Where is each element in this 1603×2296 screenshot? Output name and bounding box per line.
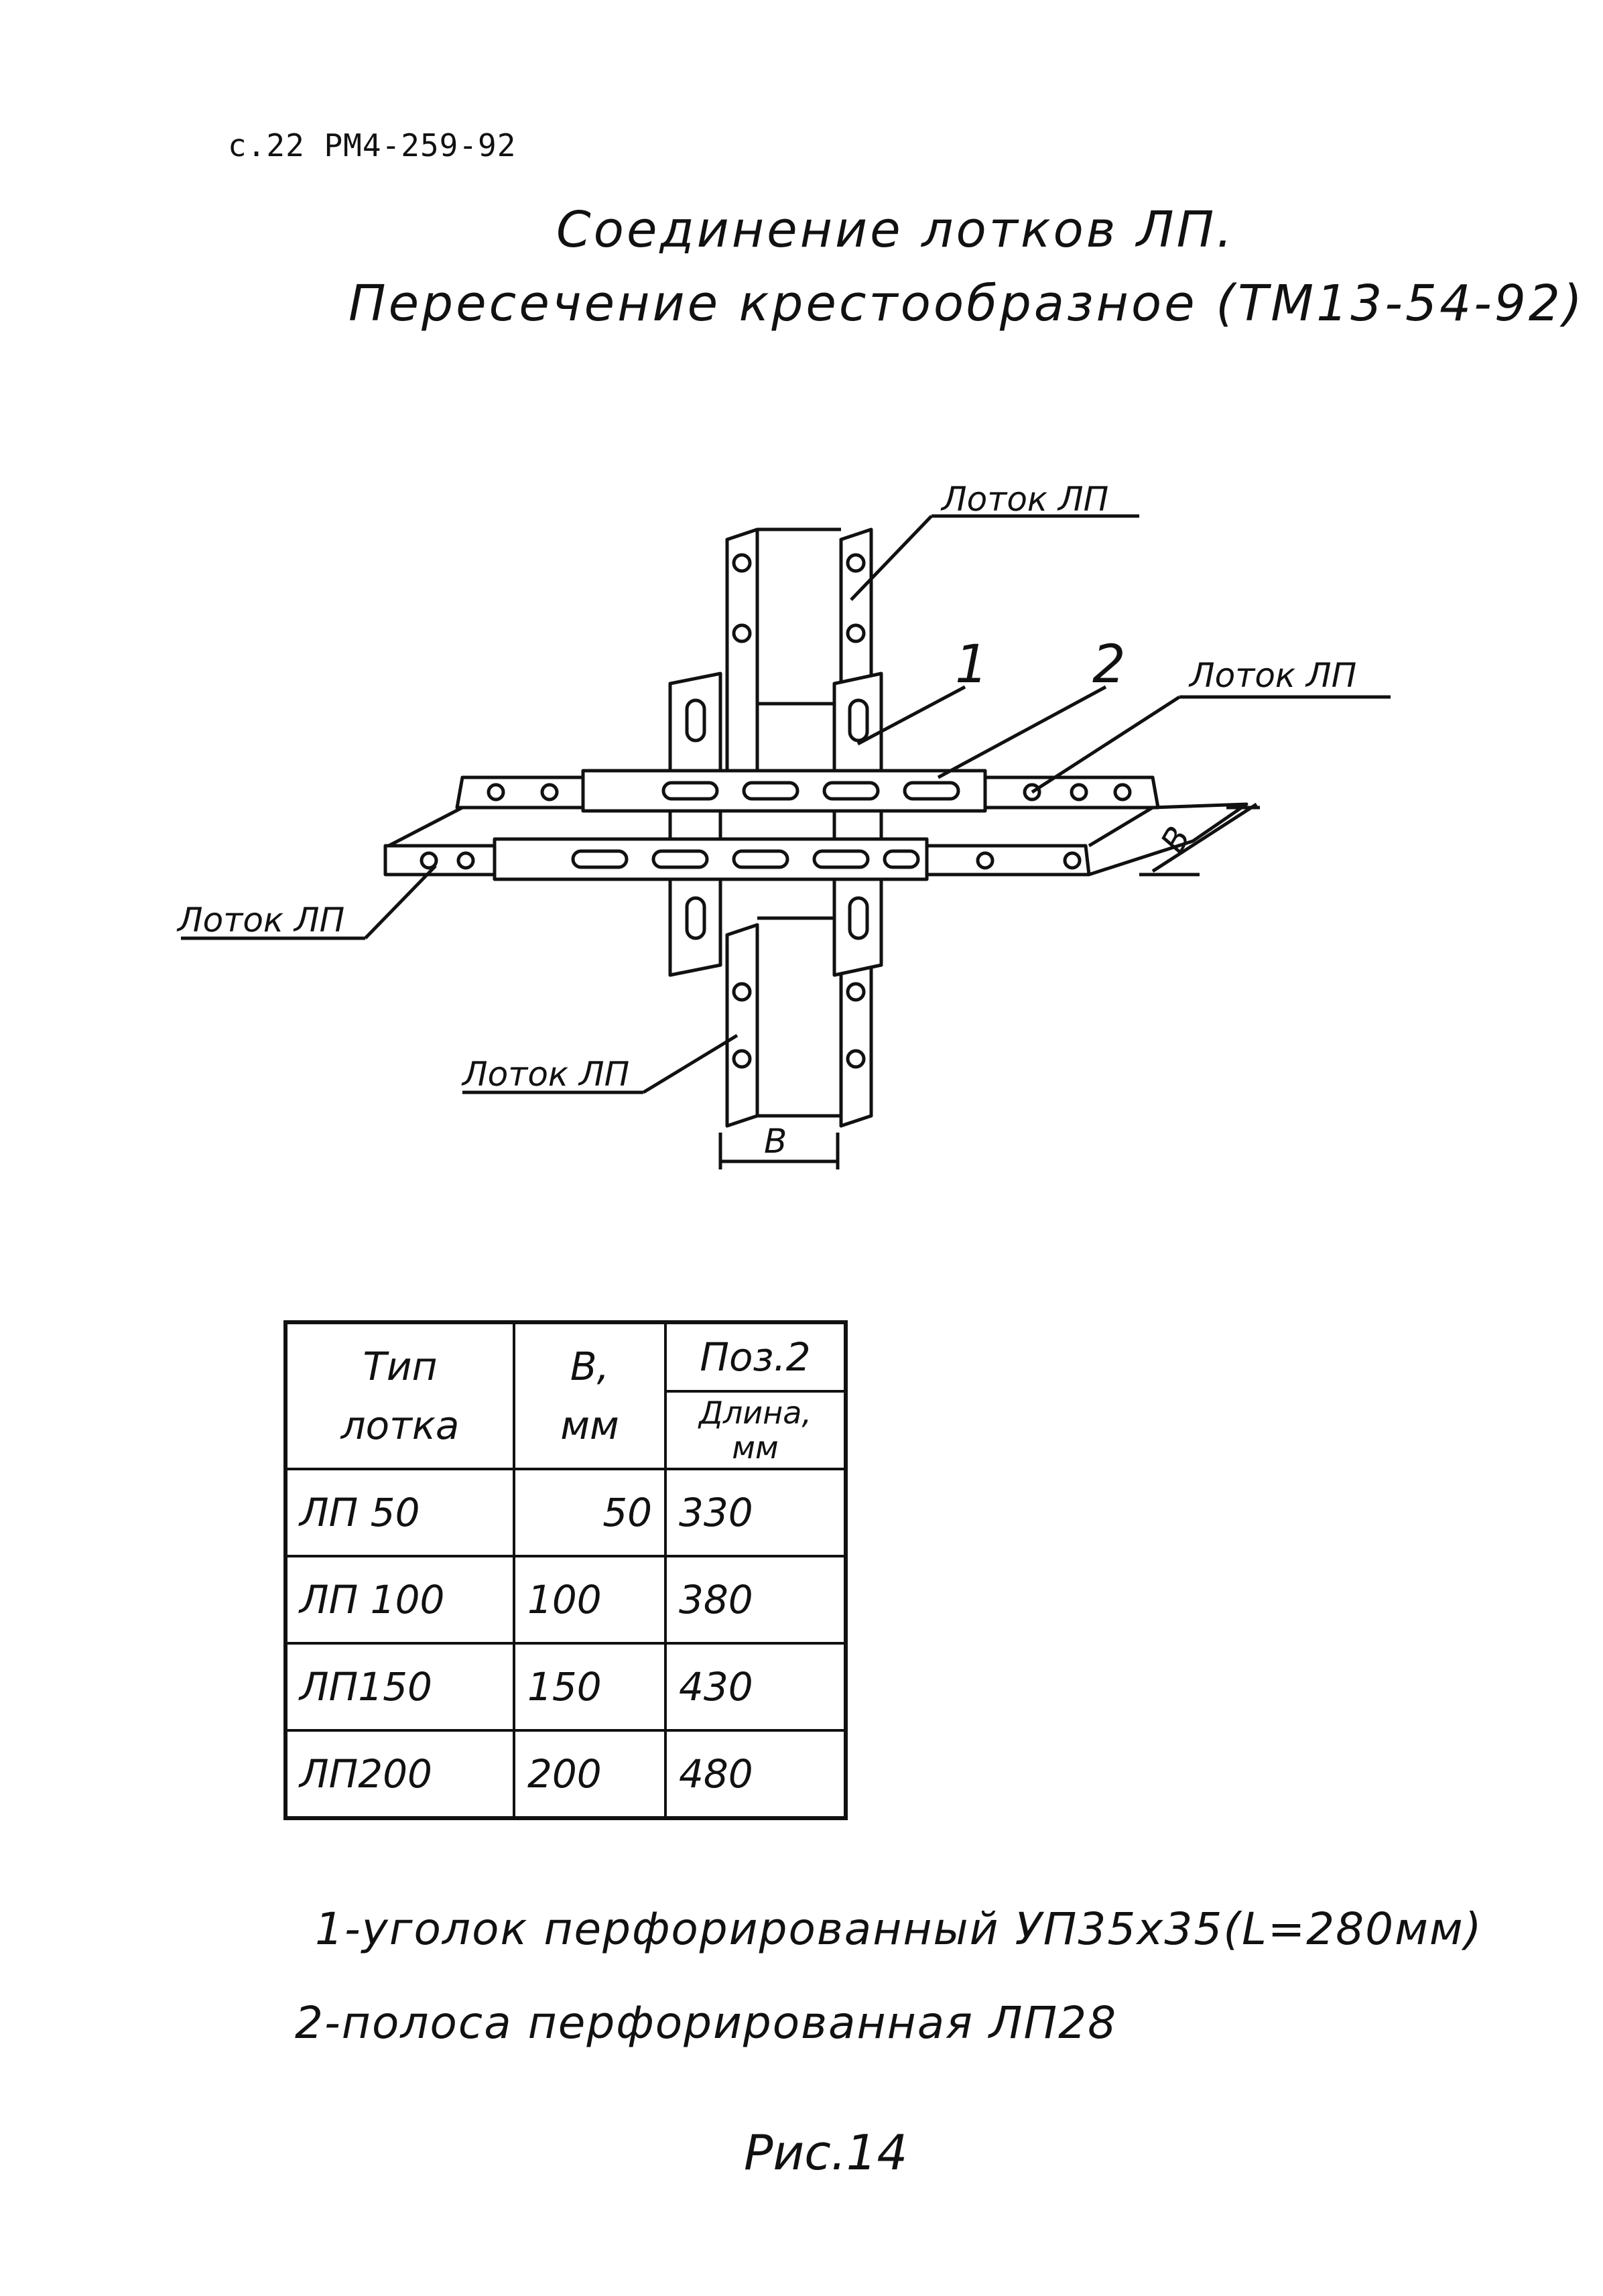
cell-type: ЛП 50 [285,1469,514,1556]
perforated-angle-left [670,674,720,975]
table-row [285,1643,846,1730]
cell-type: ЛП 100 [285,1556,514,1643]
header-length: Длина, мм [665,1391,846,1469]
cell-type: ЛП150 [285,1643,514,1730]
position-1-label: 1 [955,635,988,695]
title-line-1: Соединение лотков ЛП. [556,201,1235,259]
dimension-b-bottom: В [764,1122,787,1161]
cell-b: 200 [514,1730,665,1818]
perforated-strip-front [495,839,927,879]
cell-b: 100 [514,1556,665,1643]
header-type: Тип лотка [285,1322,514,1469]
label-tray-top: Лоток ЛП [942,480,1109,519]
table-row [285,1469,846,1556]
cell-length: 430 [665,1643,846,1730]
label-tray-right: Лоток ЛП [1190,656,1357,695]
cell-length: 330 [665,1469,846,1556]
perforated-strip-back [583,771,985,811]
figure-caption: Рис.14 [744,2124,908,2181]
header-b: В, мм [514,1322,665,1469]
cell-length: 380 [665,1556,846,1643]
table-row [285,1730,846,1818]
cell-b: 50 [514,1469,665,1556]
label-tray-left: Лоток ЛП [178,901,345,940]
note-1: 1-уголок перфорированный УП35х35(L=280мм) [315,1903,1483,1955]
position-2-label: 2 [1092,635,1126,695]
cell-b: 150 [514,1643,665,1730]
document-code: с.22 РМ4-259-92 [228,127,517,164]
cell-length: 480 [665,1730,846,1818]
tray-spec-table [283,1320,848,1820]
cell-type: ЛП200 [285,1730,514,1818]
dimension-b-right: В [1153,820,1199,860]
label-tray-bottom: Лоток ЛП [462,1055,630,1094]
header-poz: Поз.2 [665,1322,846,1391]
title-line-2: Пересечение крестообразное (ТМ13-54-92) [348,275,1585,332]
table-row [285,1556,846,1643]
perforated-angle-right [834,674,881,975]
note-2: 2-полоса перфорированная ЛП28 [295,1997,1118,2049]
